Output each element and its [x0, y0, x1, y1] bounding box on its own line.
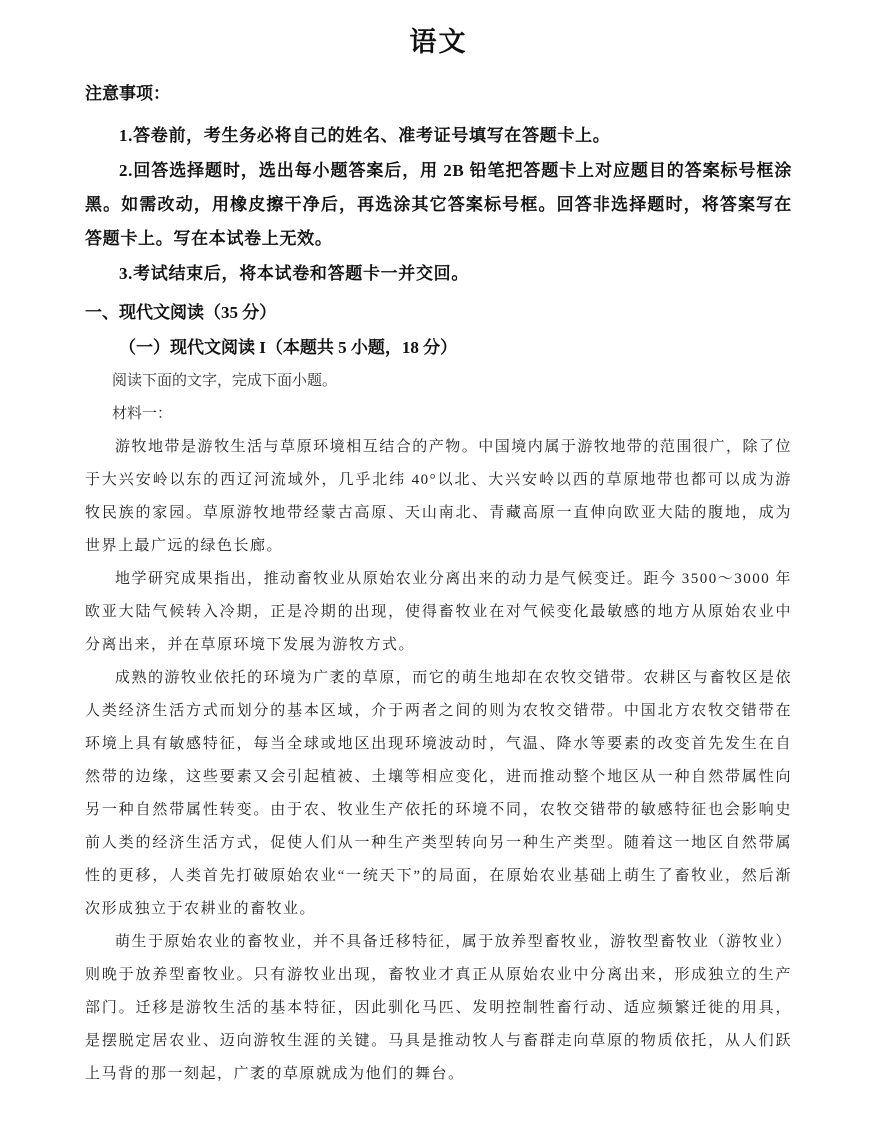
notice-heading: 注意事项： — [85, 84, 170, 103]
section-heading: 一、现代文阅读（35 分） — [85, 303, 277, 322]
modern-reading-section — [85, 295, 792, 1091]
material-paragraph-4: 萌生于原始农业的畜牧业，并不具备迁移特征，属于放养型畜牧业，游牧型畜牧业（游牧业）则晚于放养型畜牧业。只有游牧业出现，畜牧业才真正从原始农业中分离出来，形成独立的生产部门。迁移是游牧生活的基本特征，因此驯化马匹、发明控制牲畜行动、适应频繁迁徙的用具，是摆脱定居农业、迈向游牧生涯的关键。马具是推动牧人与畜群走向草原的物质依托，从人们跃上马背的那一刻起，广袤的草原就成为他们的舞台。 — [85, 934, 792, 1082]
notice-item-1: 1.答卷前，考生务必将自己的姓名、准考证号填写在答题卡上。 — [119, 126, 611, 145]
page-title: 语文 — [409, 27, 468, 57]
material-paragraph-2: 地学研究成果指出，推动畜牧业从原始农业分离出来的动力是气候变迁。距今 3500～3000 年欧亚大陆气候转入冷期，正是冷期的出现，使得畜牧业在对气候变化最敏感的地方从原始农业中分离出来，并在草原环境下发展为游牧方式。 — [85, 571, 792, 653]
reading-instruction: 阅读下面的文字，完成下面小题。 — [112, 373, 338, 389]
notice-section — [85, 77, 792, 291]
subsection-heading: （一）现代文阅读 I（本题共 5 小题，18 分） — [119, 338, 458, 357]
notice-item-3: 3.考试结束后，将本试卷和答题卡一并交回。 — [119, 264, 470, 283]
notice-item-2: 2.回答选择题时，选出每小题答案后，用 2B 铅笔把答题卡上对应题目的答案标号框涂黑。如需改动，用橡皮擦干净后，再选涂其它答案标号框。回答非选择题时，将答案写在答题卡上。写在本试卷上无效。 — [85, 161, 792, 248]
material-one-label: 材料一： — [112, 406, 173, 422]
material-paragraph-1: 游牧地带是游牧生活与草原环境相互结合的产物。中国境内属于游牧地带的范围很广，除了位于大兴安岭以东的西辽河流域外，几乎北纬 40°以北、大兴安岭以西的草原地带也都可以成为游牧民族的家园。草原游牧地带经蒙古高原、天山南北、青藏高原一直伸向欧亚大陆的腹地，成为世界上最广远的绿色长廊。 — [85, 439, 792, 554]
material-paragraph-3: 成熟的游牧业依托的环境为广袤的草原，而它的萌生地却在农牧交错带。农耕区与畜牧区是依人类经济生活方式而划分的基本区域，介于两者之间的则为农牧交错带。中国北方农牧交错带在环境上具有敏感特征，每当全球或地区出现环境波动时，气温、降水等要素的改变首先发生在自然带的边缘，这些要素又会引起植被、土壤等相应变化，进而推动整个地区从一种自然带属性向另一种自然带属性转变。由于农、牧业生产依托的环境不同，农牧交错带的敏感特征也会影响史前人类的经济生活方式，促使人们从一种生产类型转向另一种生产类型。随着这一地区自然带属性的更移，人类首先打破原始农业“一统天下”的局面，在原始农业基础上萌生了畜牧业，然后渐次形成独立于农耕业的畜牧业。 — [85, 670, 792, 917]
